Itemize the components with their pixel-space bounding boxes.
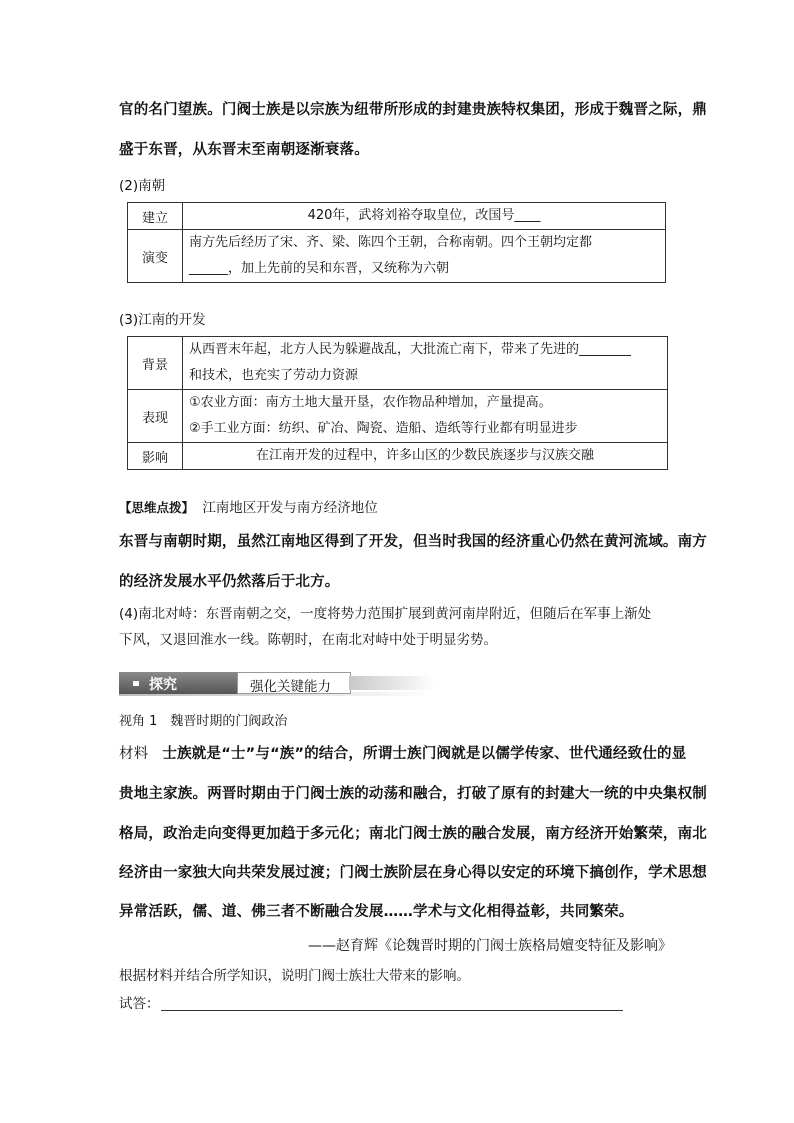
section-heading-south-dynasties: (2)南朝 xyxy=(119,178,166,194)
banner-subtitle: 强化关键能力 xyxy=(250,679,331,695)
banner-title-box xyxy=(119,672,239,694)
row-content xyxy=(183,443,668,470)
row-text: 在江南开发的过程中，许多山区的少数民族逐步与汉族交融 xyxy=(255,448,594,463)
material-label: 材料 xyxy=(119,746,149,762)
row-text: 南方先后经历了宋、齐、梁、陈四个王朝，合称南朝。四个王朝均定都 xyxy=(189,235,593,250)
section-banner xyxy=(119,668,435,698)
banner-title: 探究 xyxy=(149,677,177,693)
row-content xyxy=(183,203,666,230)
banner-subtitle-box xyxy=(237,672,351,694)
row-text: 420年，武将刘裕夺取皇位，改国号____ xyxy=(307,208,541,223)
answer-line[interactable] xyxy=(161,1010,623,1011)
confrontation-line-1: (4)南北对峙：东晋南朝之交，一度将势力范围扩展到黄河南岸附近，但随后在军事上渐处 xyxy=(119,606,652,622)
jiangnan-table xyxy=(127,336,668,470)
table-row xyxy=(128,337,668,390)
perspective-title: 视角 1 魏晋时期的门阀政治 xyxy=(119,714,288,729)
material-line-3: 格局，政治走向变得更加趋于多元化；南北门阀士族的融合发展，南方经济开始繁荣，南北 xyxy=(119,826,707,842)
south-dynasties-table xyxy=(127,202,666,283)
question-text: 根据材料并结合所学知识，说明门阀士族壮大带来的影响。 xyxy=(119,968,470,984)
row-text: 从西晋末年起，北方人民为躲避战乱，大批流亡南下，带来了先进的________ xyxy=(189,342,632,357)
row-text: ②手工业方面：纺织、矿冶、陶瓷、造船、造纸等行业都有明显进步 xyxy=(189,421,578,436)
tip-line-1: 东晋与南朝时期，虽然江南地区得到了开发，但当时我国的经济重心仍然在黄河流域。南方 xyxy=(119,534,707,550)
row-text: ①农业方面：南方土地大量开垦，农作物品种增加，产量提高。 xyxy=(189,395,552,410)
row-label: 演变 xyxy=(128,230,183,283)
row-text: 和技术，也充实了劳动力资源 xyxy=(189,368,359,383)
material-line-4: 经济由一家独大向共荣发展过渡；门阀士族阶层在身心得以安定的环境下搞创作，学术思想 xyxy=(119,865,707,881)
table-row xyxy=(128,230,666,283)
material-line-1 xyxy=(119,744,686,764)
tip-title: 江南地区开发与南方经济地位 xyxy=(202,500,378,516)
material-source: ——赵育辉《论魏晋时期的门阀士族格局嬗变特征及影响》 xyxy=(308,938,672,954)
row-content xyxy=(183,337,668,390)
tip-label: 【思维点拨】 xyxy=(119,500,195,515)
row-label: 背景 xyxy=(128,337,183,390)
row-text: ______，加上先前的吴和东晋，又统称为六朝 xyxy=(189,261,450,276)
answer-label: 试答： xyxy=(119,996,160,1012)
row-content xyxy=(183,230,666,283)
square-bullet-icon xyxy=(133,681,139,686)
material-text: 士族就是“士”与“族”的结合，所谓士族门阀就是以儒学传家、世代通经致仕的显 xyxy=(162,746,687,762)
table-row xyxy=(128,390,668,443)
row-label: 影响 xyxy=(128,443,183,470)
confrontation-line-2: 下风，又退回淮水一线。陈朝时，在南北对峙中处于明显劣势。 xyxy=(119,632,497,648)
section-heading-jiangnan: (3)江南的开发 xyxy=(119,312,206,328)
tip-heading xyxy=(119,498,378,518)
material-line-2: 贵地主家族。两晋时期由于门阀士族的动荡和融合，打破了原有的封建大一统的中央集权制 xyxy=(119,786,707,802)
intro-line-2: 盛于东晋，从东晋末至南朝逐渐衰落。 xyxy=(119,142,369,158)
row-label: 表现 xyxy=(128,390,183,443)
intro-line-1: 官的名门望族。门阀士族是以宗族为纽带所形成的封建贵族特权集团，形成于魏晋之际，鼎 xyxy=(119,102,707,118)
table-row xyxy=(128,203,666,230)
tip-line-2: 的经济发展水平仍然落后于北方。 xyxy=(119,574,340,590)
row-label: 建立 xyxy=(128,203,183,230)
row-content xyxy=(183,390,668,443)
banner-fade xyxy=(349,676,435,690)
material-line-5: 异常活跃，儒、道、佛三者不断融合发展……学术与文化相得益彰，共同繁荣。 xyxy=(119,904,634,920)
table-row xyxy=(128,443,668,470)
